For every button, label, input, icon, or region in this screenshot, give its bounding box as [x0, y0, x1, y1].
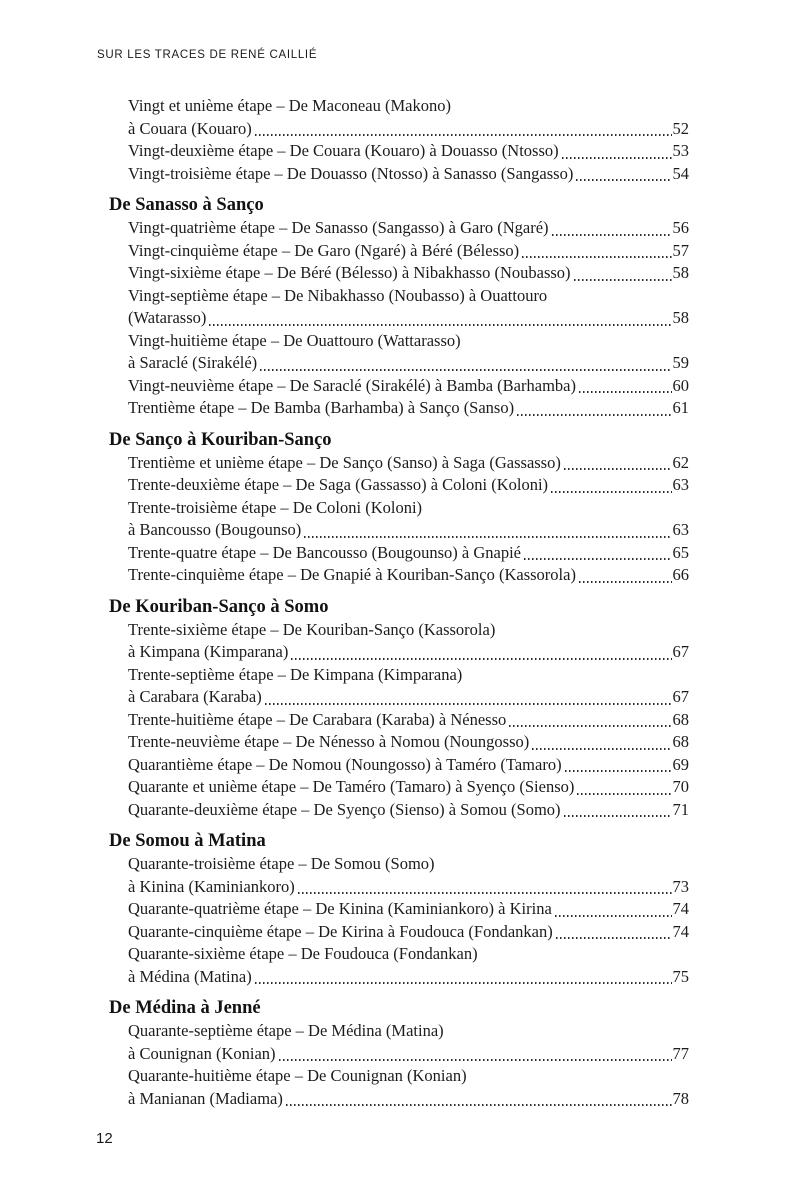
entry-line-wrap [128, 1065, 689, 1088]
entry-line-with-page [128, 966, 689, 989]
toc-entry [128, 330, 689, 375]
entry-line-with-page [128, 876, 689, 899]
toc-entry [128, 397, 689, 420]
entry-page-number: 78 [672, 1088, 689, 1108]
entry-text: à Médina (Matina) [128, 966, 252, 986]
entry-page-number: 63 [672, 475, 689, 494]
entry-page-number: 56 [672, 218, 689, 237]
toc-entry [128, 163, 689, 186]
entry-text: Quarante-cinquième étape – De Kirina à Foudouca (Fondankan) [128, 921, 553, 941]
leader-dots [551, 491, 671, 493]
entry-text: Quarante-troisième étape – De Somou (Somo) [128, 854, 435, 873]
entry-page-number: 63 [672, 520, 689, 539]
entry-text: Vingt-deuxième étape – De Couara (Kouaro) à Douasso (Ntosso) [128, 141, 559, 160]
entry-line-with-page [128, 140, 689, 163]
leader-dots [255, 134, 672, 136]
entry-line-with-page [128, 686, 689, 709]
entry-page-number: 62 [672, 452, 689, 472]
toc-entry [128, 95, 689, 140]
leader-dots [565, 770, 672, 772]
toc-entry [128, 731, 689, 754]
entry-line-with-page [128, 240, 689, 263]
entry-text: Trente-troisième étape – De Coloni (Koloni) [128, 497, 423, 517]
entry-page-number: 68 [672, 732, 689, 751]
leader-dots [286, 1104, 672, 1106]
entry-text: Vingt et unième étape – De Maconeau (Makono) [128, 96, 451, 115]
toc-section [109, 193, 689, 420]
entry-text: Trente-quatre étape – De Bancousso (Bougounso) à Gnapié [128, 542, 521, 562]
toc-entry [128, 452, 689, 475]
entry-text: Trentième et unième étape – De Sanço (Sanso) à Saga (Gassasso) [128, 452, 561, 472]
entry-text: Trente-septième étape – De Kimpana (Kimparana) [128, 664, 463, 684]
entry-line-with-page [128, 217, 689, 240]
entry-line-with-page [128, 474, 689, 497]
entry-line-with-page [128, 375, 689, 398]
entry-page-number: 68 [672, 709, 689, 729]
leader-dots [265, 703, 672, 705]
entry-text: (Watarasso) [128, 308, 207, 327]
entry-line-with-page [128, 799, 689, 822]
entry-text: à Manianan (Madiama) [128, 1088, 283, 1108]
entry-text: à Carabara (Karaba) [128, 687, 262, 706]
toc-entry [128, 262, 689, 285]
entry-text: à Bancousso (Bougounso) [128, 520, 302, 539]
entry-page-number: 61 [672, 398, 689, 417]
entry-text: Vingt-troisième étape – De Douasso (Ntosso) à Sanasso (Sangasso) [128, 163, 574, 183]
entry-line-wrap [128, 95, 689, 118]
leader-dots [291, 658, 671, 660]
toc-section [109, 595, 689, 822]
entry-page-number: 70 [672, 777, 689, 796]
toc-entry [128, 943, 689, 988]
entry-text: Trente-huitième étape – De Carabara (Karaba) à Nénesso [128, 709, 507, 729]
toc-entry [128, 497, 689, 542]
entry-line-with-page [128, 641, 689, 664]
entry-line-wrap [128, 619, 689, 642]
entry-page-number: 74 [672, 921, 689, 941]
leader-dots [562, 157, 672, 159]
leader-dots [509, 725, 671, 727]
toc-entry [128, 898, 689, 921]
entry-line-with-page [128, 898, 689, 921]
section-heading: De Kouriban-Sanço à Somo [109, 596, 329, 617]
entry-line-wrap [128, 330, 689, 353]
entry-line-with-page [128, 754, 689, 777]
toc-entry [128, 474, 689, 497]
entry-text: Trente-cinquième étape – De Gnapié à Kouriban-Sanço (Kassorola) [128, 565, 576, 584]
entry-line-with-page [128, 262, 689, 285]
entry-page-number: 57 [672, 240, 689, 260]
leader-dots [574, 279, 672, 281]
leader-dots [555, 915, 672, 917]
entry-text: Trente-neuvième étape – De Nénesso à Nomou (Noungosso) [128, 732, 530, 751]
entry-text: Quarante-sixième étape – De Foudouca (Fondankan) [128, 944, 478, 963]
section-heading: De Sanasso à Sanço [109, 195, 264, 215]
toc-entry [128, 754, 689, 777]
entry-line-wrap [128, 497, 689, 520]
entry-page-number: 54 [672, 163, 689, 183]
entry-text: Vingt-quatrième étape – De Sanasso (Sangasso) à Garo (Ngaré) [128, 218, 549, 237]
entry-line-wrap [128, 943, 689, 966]
entry-page-number: 52 [672, 118, 689, 138]
section-heading: De Somou à Matina [109, 831, 266, 851]
leader-dots [279, 1059, 672, 1061]
entry-text: Trentième étape – De Bamba (Barhamba) à Sanço (Sanso) [128, 398, 515, 417]
entry-page-number: 69 [672, 754, 689, 774]
toc-entry [128, 921, 689, 944]
entry-page-number: 53 [672, 141, 689, 160]
leader-dots [524, 558, 672, 560]
leader-dots [255, 982, 672, 984]
leader-dots [564, 468, 672, 470]
entry-line-with-page [128, 397, 689, 420]
leader-dots [260, 369, 671, 371]
entry-text: Quarante-septième étape – De Médina (Matina) [128, 1021, 444, 1040]
toc-entry [128, 799, 689, 822]
toc-section [109, 428, 689, 587]
entry-text: Trente-deuxième étape – De Saga (Gassasso) à Coloni (Koloni) [128, 475, 549, 494]
entry-page-number: 74 [672, 899, 689, 918]
section-heading: De Sanço à Kouriban-Sanço [109, 429, 332, 450]
entry-text: Quarante-deuxième étape – De Syenço (Sienso) à Somou (Somo) [128, 799, 561, 819]
entry-page-number: 58 [672, 308, 689, 327]
entry-text: Trente-sixième étape – De Kouriban-Sanço (Kassorola) [128, 619, 496, 639]
leader-dots [576, 179, 671, 181]
entry-line-with-page [128, 519, 689, 542]
entry-text: Quarantième étape – De Nomou (Noungosso) à Taméro (Tamaro) [128, 754, 562, 774]
entry-line-with-page [128, 776, 689, 799]
entry-text: Quarante et unième étape – De Taméro (Tamaro) à Syenço (Sienso) [128, 777, 575, 796]
toc-entry [128, 1020, 689, 1065]
entry-text: Vingt-neuvième étape – De Saraclé (Sirakélé) à Bamba (Barhamba) [128, 375, 576, 395]
entry-line-with-page [128, 709, 689, 732]
leader-dots [577, 793, 671, 795]
entry-text: Quarante-huitième étape – De Counignan (Konian) [128, 1066, 467, 1085]
leader-dots [556, 937, 672, 939]
running-head: SUR LES TRACES DE RENÉ CAILLIÉ [97, 49, 318, 61]
entry-line-with-page [128, 118, 689, 141]
toc-entry [128, 709, 689, 732]
leader-dots [579, 391, 672, 393]
toc-entry [128, 664, 689, 709]
entry-page-number: 65 [672, 542, 689, 562]
toc-entry [128, 1065, 689, 1110]
entry-page-number: 77 [672, 1043, 689, 1063]
leader-dots [552, 234, 672, 236]
entry-page-number: 71 [672, 799, 689, 819]
entry-text: à Counignan (Konian) [128, 1043, 276, 1063]
leader-dots [517, 414, 671, 416]
toc-entry [128, 285, 689, 330]
toc-entry [128, 375, 689, 398]
entry-page-number: 75 [672, 966, 689, 986]
leader-dots [522, 256, 671, 258]
entry-line-with-page [128, 542, 689, 565]
entry-text: à Kinina (Kaminiankoro) [128, 876, 295, 896]
toc-entry [128, 564, 689, 587]
entry-text: Vingt-huitième étape – De Ouattouro (Wattarasso) [128, 330, 461, 350]
entry-page-number: 60 [672, 375, 689, 395]
leader-dots [209, 324, 671, 326]
toc [109, 95, 689, 1110]
leader-dots [564, 815, 672, 817]
toc-entry [128, 217, 689, 240]
entry-text: à Kimpana (Kimparana) [128, 642, 289, 661]
entry-line-wrap [128, 853, 689, 876]
leader-dots [532, 748, 671, 750]
entry-page-number: 66 [672, 565, 689, 584]
entry-text: à Saraclé (Sirakélé) [128, 353, 258, 372]
entry-line-with-page [128, 921, 689, 944]
entry-line-with-page [128, 163, 689, 186]
leader-dots [579, 581, 672, 583]
entry-text: Vingt-cinquième étape – De Garo (Ngaré) à Béré (Bélesso) [128, 240, 520, 260]
entry-text: Quarante-quatrième étape – De Kinina (Kaminiankoro) à Kirina [128, 899, 552, 918]
entry-text: Vingt-septième étape – De Nibakhasso (Noubasso) à Ouattouro [128, 285, 548, 305]
entry-line-wrap [128, 1020, 689, 1043]
entry-line-with-page [128, 452, 689, 475]
toc-entry [128, 619, 689, 664]
section-heading: De Médina à Jenné [109, 998, 261, 1018]
entry-text: Vingt-sixième étape – De Béré (Bélesso) à Nibakhasso (Noubasso) [128, 263, 571, 282]
entry-page-number: 58 [672, 263, 689, 282]
entry-page-number: 67 [672, 687, 689, 706]
entry-line-with-page [128, 731, 689, 754]
entry-line-with-page [128, 1043, 689, 1066]
leader-dots [298, 892, 672, 894]
toc-entry [128, 140, 689, 163]
entry-page-number: 59 [672, 353, 689, 372]
toc-entry [128, 853, 689, 898]
leader-dots [304, 536, 671, 538]
toc-entry [128, 542, 689, 565]
entry-page-number: 73 [672, 876, 689, 896]
entry-line-with-page [128, 307, 689, 330]
toc-section [109, 95, 689, 185]
entry-line-wrap [128, 285, 689, 308]
entry-page-number: 67 [672, 642, 689, 661]
toc-section [109, 996, 689, 1110]
toc-entry [128, 240, 689, 263]
entry-text: à Couara (Kouaro) [128, 118, 252, 138]
toc-entry [128, 776, 689, 799]
folio-page-number: 12 [96, 1130, 113, 1147]
entry-line-with-page [128, 564, 689, 587]
entry-line-with-page [128, 1088, 689, 1111]
entry-line-wrap [128, 664, 689, 687]
entry-line-with-page [128, 352, 689, 375]
toc-section [109, 829, 689, 988]
